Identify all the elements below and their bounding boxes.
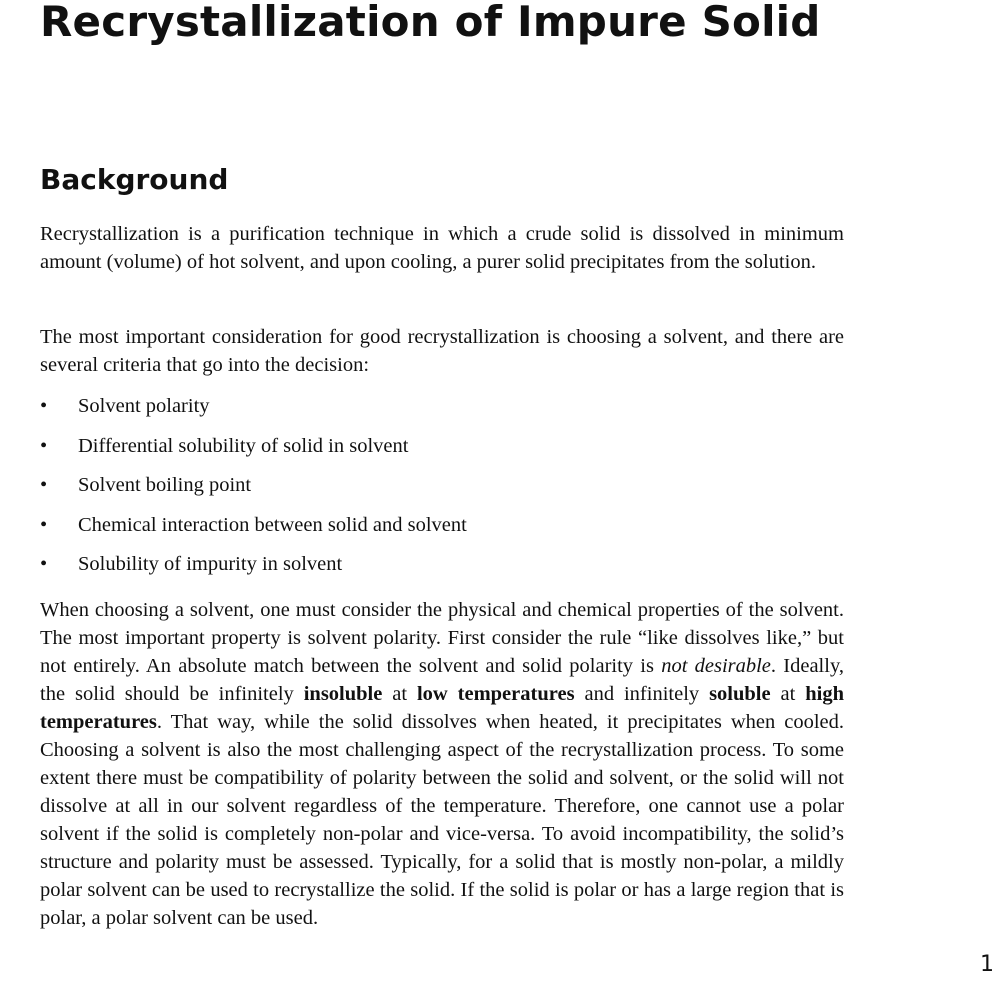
bold-term-soluble: soluble [709, 683, 771, 705]
bullet-icon: • [40, 513, 48, 536]
paragraph-text: at [770, 683, 806, 705]
paragraph-intro: Recrystallization is a purification technique in which a crude solid is dissolved in minimum amount (volume) of hot solvent, and upon cooling, a purer solid precipitates from the solution. [40, 223, 844, 273]
list-item [40, 466, 844, 506]
paragraph-text: . Ideally, the solid should be infinitely [40, 655, 844, 705]
list-item [40, 387, 844, 427]
emphasis-text: not desirable [661, 655, 771, 677]
section-heading-background: Background [40, 163, 229, 196]
list-item-label: Solvent polarity [78, 395, 210, 417]
paragraph-text: at [382, 683, 417, 705]
list-item [40, 427, 844, 467]
paragraph-text: and infinitely [574, 683, 710, 705]
paragraph-text: . That way, while the solid dissolves when heated, it precipitates when cooled. Choosing a solvent is also the most challenging aspect of the recrystallization process. To some extent there must be compatibility of polarity between the solid and solvent, or the solid will not dissolve at all in our solvent regardless of the temperature. Therefore, one cannot use a polar solvent if the solid is completely non-polar and vice-versa. To avoid incompatibility, the solid’s structure and polarity must be assessed. Typically, for a solid that is mostly non-polar, a mildly polar solvent can be used to recrystallize the solid. If the solid is polar or has a large region that is polar, a polar solvent can be used. [40, 711, 844, 929]
list-item [40, 545, 844, 585]
paragraph-text: When choosing a solvent, one must consider the physical and chemical properties of the solvent. The most important property is solvent polarity. First consider the rule “like dissolves like,” but not entirely. An absolute match between the solvent and solid polarity is [40, 599, 844, 677]
bullet-icon: • [40, 434, 48, 457]
bold-term-high-temperatures: high temperatures [40, 683, 845, 733]
bold-term-insoluble: insoluble [303, 683, 383, 705]
list-item [40, 506, 844, 546]
bullet-icon: • [40, 474, 48, 496]
list-item-label: Solvent boiling point [78, 474, 252, 496]
bold-term-low-temperatures: low temperatures [416, 683, 575, 705]
list-item-label: Solubility of impurity in solvent [78, 553, 343, 575]
paragraph-criteria-intro: The most important consideration for good recrystallization is choosing a solvent, and there are several criteria that go into the decision: [40, 326, 844, 376]
bullet-icon: • [40, 395, 48, 417]
list-item-label: Differential solubility of solid in solvent [78, 434, 409, 457]
page-title: Recrystallization of Impure Solid [40, 0, 821, 46]
page-number: 1 [980, 952, 994, 977]
criteria-list [40, 387, 844, 585]
paragraph-solvent-choice [40, 596, 844, 932]
bullet-icon: • [40, 553, 48, 575]
list-item-label: Chemical interaction between solid and solvent [78, 513, 467, 536]
